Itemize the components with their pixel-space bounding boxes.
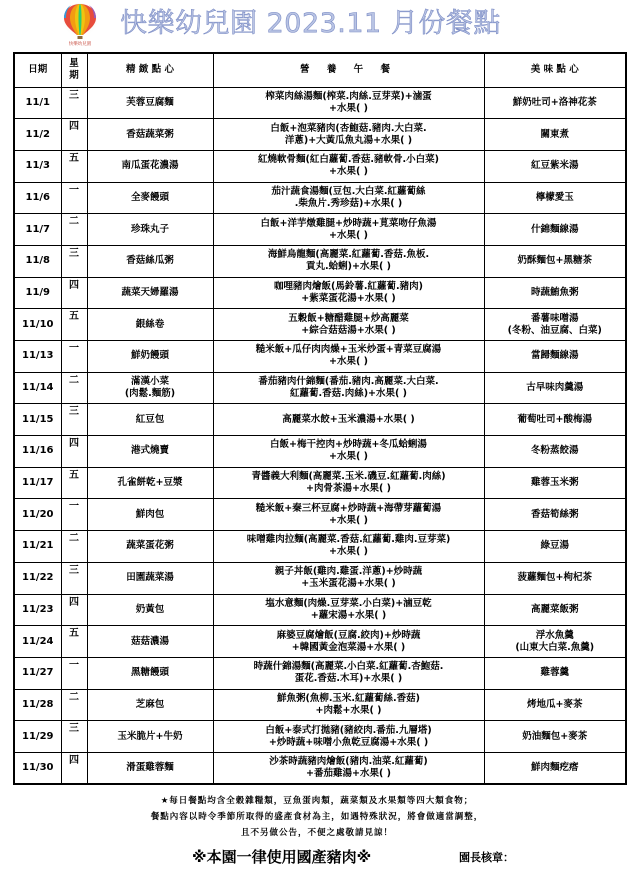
table-row [14, 277, 626, 309]
header-morning-snack: 精 緻 點 心 [87, 53, 213, 87]
weekday-cell: 五 [61, 626, 87, 658]
morning-snack-cell: 香菇絲瓜粥 [87, 245, 213, 277]
weekday-cell: 四 [61, 119, 87, 151]
morning-snack-cell: 玉米脆片+牛奶 [87, 721, 213, 753]
afternoon-snack-cell: 奶酥麵包+黑糖茶 [484, 245, 626, 277]
lunch-cell: 五穀飯+糖醋雞腿+炒高麗菜 +綜合菇菇湯+水果( ) [213, 309, 484, 341]
morning-snack-cell: 鮮奶饅頭 [87, 341, 213, 373]
morning-snack-cell: 芝麻包 [87, 689, 213, 721]
lunch-cell: 糙米飯+秦三杯豆腐+炒時蔬+海帶芽蘿蔔湯 +水果( ) [213, 499, 484, 531]
lunch-cell: 榨菜肉絲湯麵(榨菜.肉絲.豆芽菜)+滷蛋 +水果( ) [213, 87, 484, 119]
morning-snack-cell: 珍珠丸子 [87, 214, 213, 246]
table-row [14, 182, 626, 214]
lunch-cell: 白飯+梅干控肉+炒時蔬+冬瓜蛤蜊湯 +水果( ) [213, 436, 484, 468]
weekday-cell: 一 [61, 657, 87, 689]
nutrition-note-line-3: 且不另做公告，不便之處敬請見諒！ [240, 828, 393, 838]
logo-caption: 快樂幼兒園 [68, 42, 92, 46]
date-cell: 11/1 [14, 87, 61, 119]
menu-table-body [14, 87, 626, 784]
date-cell: 11/30 [14, 752, 61, 784]
morning-snack-cell: 鮮肉包 [87, 499, 213, 531]
morning-snack-cell: 滑蛋雞蓉麵 [87, 752, 213, 784]
date-cell: 11/17 [14, 467, 61, 499]
lunch-cell: 茄汁蔬食湯麵(豆包.大白菜.紅蘿蔔絲 .柴魚片.秀珍菇)+水果( ) [213, 182, 484, 214]
morning-snack-cell: 田園蔬菜湯 [87, 562, 213, 594]
afternoon-snack-cell: 菠蘿麵包+枸杞茶 [484, 562, 626, 594]
afternoon-snack-cell: 雞蓉玉米粥 [484, 467, 626, 499]
lunch-cell: 紅燒軟骨麵(紅白蘿蔔.香菇.豬軟骨.小白菜) +水果( ) [213, 150, 484, 182]
afternoon-snack-cell: 當歸麵線湯 [484, 341, 626, 373]
date-cell: 11/6 [14, 182, 61, 214]
table-row [14, 341, 626, 373]
lunch-cell: 塩水意麵(肉燥.豆芽菜.小白菜)+滷豆乾 +蘿宋湯+水果( ) [213, 594, 484, 626]
lunch-cell: 白飯+泰式打拋豬(豬絞肉.番茄.九層塔) +炒時蔬+味噌小魚乾豆腐湯+水果( ) [213, 721, 484, 753]
lunch-cell: 白飯+洋芋燉雞腿+炒時蔬+莧菜吻仔魚湯 +水果( ) [213, 214, 484, 246]
lunch-cell: 咖哩豬肉燴飯(馬鈴薯.紅蘿蔔.豬肉) +紫菜蛋花湯+水果( ) [213, 277, 484, 309]
morning-snack-cell: 全麥饅頭 [87, 182, 213, 214]
morning-snack-cell: 菇菇濃湯 [87, 626, 213, 658]
table-row [14, 626, 626, 658]
date-cell: 11/28 [14, 689, 61, 721]
lunch-cell: 親子丼飯(雞肉.雞蛋.洋蔥)+炒時蔬 +玉米蛋花湯+水果( ) [213, 562, 484, 594]
morning-snack-cell: 紅豆包 [87, 404, 213, 436]
nutrition-note-line-1: ★每日餐點均含全穀雜糧類，豆魚蛋肉類，蔬菜類及水果類等四大類食物； [160, 796, 474, 806]
weekday-cell: 二 [61, 531, 87, 563]
date-cell: 11/7 [14, 214, 61, 246]
afternoon-snack-cell: 浮水魚羹 (山東大白菜.魚羹) [484, 626, 626, 658]
date-cell: 11/2 [14, 119, 61, 151]
table-header-row [14, 53, 626, 87]
weekday-cell: 四 [61, 436, 87, 468]
table-row [14, 721, 626, 753]
afternoon-snack-cell: 檸檬愛玉 [484, 182, 626, 214]
lunch-cell: 鮮魚粥(魚柳.玉米.紅蘿蔔絲.香菇) +肉鬆+水果( ) [213, 689, 484, 721]
date-cell: 11/23 [14, 594, 61, 626]
afternoon-snack-cell: 香菇筍絲粥 [484, 499, 626, 531]
lunch-cell: 海鮮烏龍麵(高麗菜.紅蘿蔔.香菇.魚板. 貢丸.蛤蜊)+水果( ) [213, 245, 484, 277]
weekday-cell: 四 [61, 277, 87, 309]
morning-snack-cell: 香菇蔬菜粥 [87, 119, 213, 151]
date-cell: 11/16 [14, 436, 61, 468]
date-cell: 11/20 [14, 499, 61, 531]
morning-snack-cell: 芙蓉豆腐麵 [87, 87, 213, 119]
weekday-cell: 三 [61, 562, 87, 594]
date-cell: 11/15 [14, 404, 61, 436]
lunch-cell: 糙米飯+瓜仔肉肉燥+玉米炒蛋+青菜豆腐湯 +水果( ) [213, 341, 484, 373]
morning-snack-cell: 孔雀餅乾+豆漿 [87, 467, 213, 499]
table-row [14, 404, 626, 436]
date-cell: 11/3 [14, 150, 61, 182]
date-cell: 11/24 [14, 626, 61, 658]
lunch-cell: 味噌雞肉拉麵(高麗菜.香菇.紅蘿蔔.雞肉.豆芽菜) +水果( ) [213, 531, 484, 563]
afternoon-snack-cell: 紅豆紫米湯 [484, 150, 626, 182]
weekday-cell: 三 [61, 245, 87, 277]
nutrition-note-line-2: 餐點內容以時令季節所取得的盛產食材為主，如遇特殊狀況，將會做適當調整， [150, 812, 484, 822]
table-row [14, 214, 626, 246]
date-cell: 11/13 [14, 341, 61, 373]
table-row [14, 752, 626, 784]
lunch-cell: 沙茶時蔬豬肉燴飯(豬肉.油菜.紅蘿蔔) +番茄雞湯+水果( ) [213, 752, 484, 784]
afternoon-snack-cell: 古早味肉羹湯 [484, 372, 626, 404]
morning-snack-cell: 港式燒賣 [87, 436, 213, 468]
header-week: 星 期 [61, 53, 87, 87]
afternoon-snack-cell: 奶油麵包+麥茶 [484, 721, 626, 753]
morning-snack-cell: 蔬菜蛋花粥 [87, 531, 213, 563]
afternoon-snack-cell: 番薯味噌湯 (冬粉、油豆腐、白菜) [484, 309, 626, 341]
header-date: 日期 [14, 53, 61, 87]
afternoon-snack-cell: 鮮奶吐司+洛神花茶 [484, 87, 626, 119]
afternoon-snack-cell: 綠豆湯 [484, 531, 626, 563]
weekday-cell: 一 [61, 182, 87, 214]
lunch-cell: 時蔬什錦湯麵(高麗菜.小白菜.紅蘿蔔.杏鮑菇. 蛋花.香菇.木耳)+水果( ) [213, 657, 484, 689]
weekday-cell: 三 [61, 87, 87, 119]
weekday-cell: 四 [61, 752, 87, 784]
weekday-cell: 五 [61, 150, 87, 182]
afternoon-snack-cell: 鮮肉麵疙瘩 [484, 752, 626, 784]
table-row [14, 499, 626, 531]
principal-signature-label: 園長核章： [459, 851, 514, 864]
header-lunch: 營 養 午 餐 [213, 53, 484, 87]
table-row [14, 119, 626, 151]
date-cell: 11/10 [14, 309, 61, 341]
morning-snack-cell: 蔬菜天婦羅湯 [87, 277, 213, 309]
afternoon-snack-cell: 烤地瓜+麥茶 [484, 689, 626, 721]
afternoon-snack-cell: 雞蓉羹 [484, 657, 626, 689]
domestic-pork-notice: ※本園一律使用國產豬肉※ [192, 848, 372, 866]
date-cell: 11/21 [14, 531, 61, 563]
table-row [14, 467, 626, 499]
afternoon-snack-cell: 冬粉蒸餃湯 [484, 436, 626, 468]
table-row [14, 87, 626, 119]
morning-snack-cell: 滿漢小菜 (肉鬆.麵筋) [87, 372, 213, 404]
afternoon-snack-cell: 時蔬鮪魚粥 [484, 277, 626, 309]
morning-snack-cell: 南瓜蛋花濃湯 [87, 150, 213, 182]
date-cell: 11/14 [14, 372, 61, 404]
hot-air-balloon-logo-icon [55, 2, 105, 46]
table-row [14, 689, 626, 721]
meal-menu-table [13, 52, 627, 785]
table-row [14, 531, 626, 563]
table-row [14, 562, 626, 594]
date-cell: 11/27 [14, 657, 61, 689]
weekday-cell: 二 [61, 372, 87, 404]
weekday-cell: 二 [61, 214, 87, 246]
weekday-cell: 三 [61, 404, 87, 436]
date-cell: 11/29 [14, 721, 61, 753]
weekday-cell: 四 [61, 594, 87, 626]
table-row [14, 657, 626, 689]
table-row [14, 245, 626, 277]
lunch-cell: 麻婆豆腐燴飯(豆腐.絞肉)+炒時蔬 +韓國黃金泡菜湯+水果( ) [213, 626, 484, 658]
table-row [14, 309, 626, 341]
header-afternoon-snack: 美 味 點 心 [484, 53, 626, 87]
afternoon-snack-cell: 高麗菜飯粥 [484, 594, 626, 626]
lunch-cell: 青醬義大利麵(高麗菜.玉米.磯豆.紅蘿蔔.肉絲) +肉骨茶湯+水果( ) [213, 467, 484, 499]
lunch-cell: 高麗菜水餃+玉米濃湯+水果( ) [213, 404, 484, 436]
page-title: 快樂幼兒園 2023.11 月份餐點 [120, 8, 501, 39]
table-row [14, 594, 626, 626]
afternoon-snack-cell: 什錦麵線湯 [484, 214, 626, 246]
lunch-cell: 番茄豬肉什錦麵(番茄.豬肉.高麗菜.大白菜. 紅蘿蔔.香菇.肉絲)+水果( ) [213, 372, 484, 404]
date-cell: 11/22 [14, 562, 61, 594]
table-row [14, 372, 626, 404]
weekday-cell: 一 [61, 341, 87, 373]
afternoon-snack-cell: 關東煮 [484, 119, 626, 151]
weekday-cell: 二 [61, 689, 87, 721]
page-header [0, 0, 634, 50]
morning-snack-cell: 銀絲卷 [87, 309, 213, 341]
table-row [14, 150, 626, 182]
date-cell: 11/9 [14, 277, 61, 309]
weekday-cell: 五 [61, 309, 87, 341]
weekday-cell: 一 [61, 499, 87, 531]
morning-snack-cell: 黑糖饅頭 [87, 657, 213, 689]
weekday-cell: 三 [61, 721, 87, 753]
table-row [14, 436, 626, 468]
morning-snack-cell: 奶黃包 [87, 594, 213, 626]
lunch-cell: 白飯+泡菜豬肉(杏鮑菇.豬肉.大白菜. 洋蔥)+大黃瓜魚丸湯+水果( ) [213, 119, 484, 151]
weekday-cell: 五 [61, 467, 87, 499]
date-cell: 11/8 [14, 245, 61, 277]
afternoon-snack-cell: 葡萄吐司+酸梅湯 [484, 404, 626, 436]
